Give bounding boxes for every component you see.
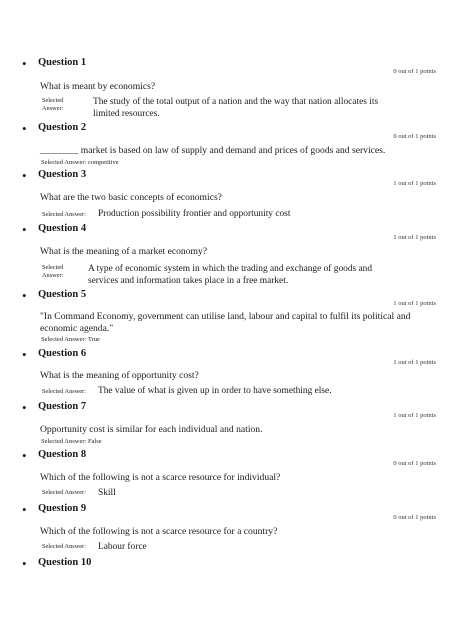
- question-text: What is the meaning of a market economy?: [40, 246, 208, 257]
- selected-answer: True: [87, 336, 100, 343]
- bullet: •: [22, 556, 27, 571]
- answer-label: Selected Answer:: [42, 543, 86, 550]
- answer-label: Selected Answer:: [42, 388, 86, 395]
- selected-answer: A type of economic system in which the trading and exchange of goods and services and information takes place in a free market.: [88, 264, 373, 286]
- selected-answer: The study of the total output of a nation and the way that nation allocates its limited resources.: [93, 97, 379, 119]
- selected-answer: False: [87, 438, 102, 445]
- question-title: Question 8: [38, 449, 87, 460]
- answer-label: Selected Answer:: [41, 438, 87, 445]
- points-score: 1 out of 1 points: [393, 300, 436, 307]
- bullet: •: [22, 168, 27, 183]
- bullet: •: [22, 56, 27, 71]
- selected-answer: Skill: [98, 488, 116, 498]
- question-text: What is meant by economics?: [40, 81, 156, 92]
- question-text: "In Command Economy, government can utilise land, labour and capital to fulfil its political and economic agenda.": [40, 311, 411, 334]
- points-score: 1 out of 1 points: [393, 234, 436, 241]
- selected-answer: The value of what is given up in order to have something else.: [98, 386, 332, 396]
- bullet: •: [22, 400, 27, 415]
- bullet: •: [22, 502, 27, 517]
- question-title: Question 10: [38, 557, 92, 568]
- answer-label: Selected Answer:: [41, 336, 87, 343]
- answer-label: Selected Answer:: [41, 159, 87, 166]
- question-text: What are the two basic concepts of economics?: [40, 192, 222, 203]
- bullet: •: [22, 121, 27, 136]
- question-text: Which of the following is not a scarce resource for a country?: [40, 526, 278, 537]
- question-title: Question 7: [38, 401, 87, 412]
- points-score: 1 out of 1 points: [393, 412, 436, 419]
- selected-answer: Labour force: [98, 542, 147, 552]
- question-title: Question 1: [38, 57, 87, 68]
- answer-line: [41, 438, 102, 445]
- question-text: ________ market is based on law of supply and demand and prices of goods and services.: [40, 145, 386, 156]
- answer-label: Selected Answer:: [42, 211, 86, 218]
- points-score: 0 out of 1 points: [393, 133, 436, 140]
- question-title: Question 3: [38, 169, 87, 180]
- answer-label: Selected Answer:: [42, 97, 64, 112]
- question-text: Which of the following is not a scarce resource for individual?: [40, 472, 281, 483]
- bullet: •: [22, 288, 27, 303]
- points-score: 1 out of 1 points: [393, 180, 436, 187]
- bullet: •: [22, 222, 27, 237]
- bullet: •: [22, 448, 27, 463]
- answer-line: [41, 159, 119, 166]
- points-score: 0 out of 1 points: [393, 514, 436, 521]
- question-text: Opportunity cost is similar for each individual and nation.: [40, 424, 263, 435]
- question-title: Question 4: [38, 223, 87, 234]
- bullet: •: [22, 347, 27, 362]
- question-text: What is the meaning of opportunity cost?: [40, 370, 199, 381]
- question-title: Question 9: [38, 503, 87, 514]
- answer-line: [41, 336, 100, 343]
- question-title: Question 2: [38, 122, 87, 133]
- question-title: Question 5: [38, 289, 87, 300]
- question-title: Question 6: [38, 348, 87, 359]
- answer-label: Selected Answer:: [42, 264, 64, 279]
- points-score: 0 out of 1 points: [393, 68, 436, 75]
- answer-label: Selected Answer:: [42, 489, 86, 496]
- points-score: 1 out of 1 points: [393, 359, 436, 366]
- selected-answer: Production possibility frontier and opportunity cost: [98, 209, 291, 219]
- selected-answer: competitive: [87, 159, 119, 166]
- points-score: 0 out of 1 points: [393, 460, 436, 467]
